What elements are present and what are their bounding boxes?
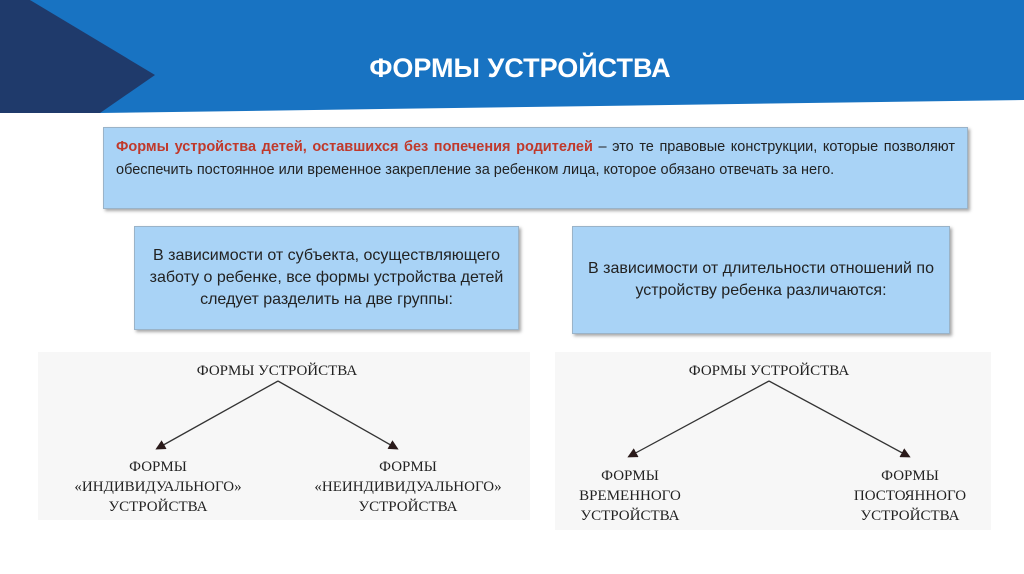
arrow-left-nonindividual: [278, 381, 396, 448]
diagram-right-leaf-temporary-line1: ФОРМЫ: [601, 468, 659, 484]
definition-term: Формы устройства детей, оставшихся без попечения родителей: [116, 139, 593, 155]
diagram-right-root: ФОРМЫ УСТРОЙСТВА: [688, 363, 850, 379]
diagram-left-leaf-nonindividual-line3: УСТРОЙСТВА: [358, 499, 458, 515]
arrow-left-individual: [158, 381, 278, 448]
diagram-left-root: ФОРМЫ УСТРОЙСТВА: [196, 363, 358, 379]
diagram-right-leaf-temporary-line2: ВРЕМЕННОГО: [579, 488, 681, 504]
diagram-left-leaf-nonindividual-line1: ФОРМЫ: [379, 459, 437, 475]
definition-dash: –: [592, 139, 613, 155]
diagram-right-leaf-permanent-line3: УСТРОЙСТВА: [860, 508, 960, 524]
diagram-left-leaf-nonindividual-line2: «НЕИНДИВИДУАЛЬНОГО»: [314, 479, 502, 495]
diagram-right-leaf-temporary-line3: УСТРОЙСТВА: [580, 508, 680, 524]
diagram-right-leaf-permanent-line2: ПОСТОЯННОГО: [853, 488, 967, 504]
diagram-left-leaf-individual-line1: ФОРМЫ: [129, 459, 187, 475]
diagram-left-leaf-individual-line3: УСТРОЙСТВА: [108, 499, 208, 515]
subject-criterion-text: В зависимости от субъекта, осуществляющего заботу о ребенке, все формы устройства детей следует разделить на две группы:: [149, 247, 504, 308]
arrow-right-permanent: [769, 381, 908, 456]
diagram-left-leaf-individual-line2: «ИНДИВИДУАЛЬНОГО»: [74, 479, 242, 495]
diagram-right-leaf-permanent-line1: ФОРМЫ: [881, 468, 939, 484]
arrow-right-temporary: [630, 381, 769, 456]
page-title: ФОРМЫ УСТРОЙСТВА: [369, 53, 671, 83]
definition-text: это те правовые конструкции, которые позволяют обеспечить постоянное или временное закрепление за ребенком лица, которое обязано отвечать за него.: [116, 139, 956, 178]
duration-criterion-text: В зависимости от длительности отношений по устройству ребенка различаются:: [588, 260, 934, 299]
